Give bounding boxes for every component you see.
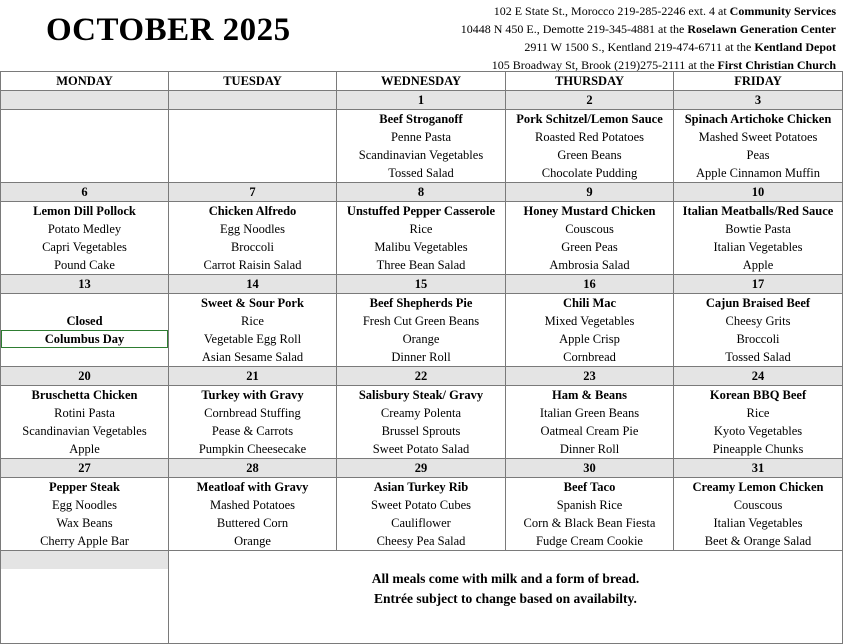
day-menu-cell [506,110,674,183]
footer-note [169,551,843,644]
day-menu-cell [506,202,674,275]
date-number: 2 [506,91,674,110]
footer-line: All meals come with milk and a form of bread. [371,571,640,586]
side-dish: Penne Pasta [390,130,452,144]
side-dish: Peas [746,148,770,162]
main-dish: Pepper Steak [49,480,120,494]
side-dish: Tossed Salad [725,350,791,364]
date-number: 29 [337,459,506,478]
menu-calendar [0,71,843,644]
weekday-header: WEDNESDAY [337,72,506,91]
holiday-label[interactable]: Columbus Day [1,330,168,348]
date-number: 30 [506,459,674,478]
weekday-header: THURSDAY [506,72,674,91]
main-dish: Creamy Lemon Chicken [692,480,824,494]
side-dish: Sweet Potato Salad [372,442,470,456]
date-number: 22 [337,367,506,386]
date-number [169,91,337,110]
main-dish: Meatloaf with Gravy [196,480,309,494]
side-dish: Ambrosia Salad [549,258,630,272]
side-dish: Green Peas [561,240,618,254]
main-dish: Spinach Artichoke Chicken [684,112,832,126]
side-dish: Italian Green Beans [539,406,640,420]
side-dish: Capri Vegetables [42,240,127,254]
calendar-title: OCTOBER 2025 [46,12,291,48]
day-menu-cell [1,478,169,551]
main-dish: Honey Mustard Chicken [523,204,656,218]
menu-row [1,478,843,551]
date-number: 6 [1,183,169,202]
main-dish: Beef Shepherds Pie [369,296,473,310]
day-menu-cell [506,478,674,551]
side-dish: Dinner Roll [391,350,451,364]
weekday-header: TUESDAY [169,72,337,91]
location-line: 102 E State St., Morocco 219-285-2246 ext. 4 at Community Services [493,4,836,18]
day-menu-cell [506,386,674,459]
main-dish: Beef Stroganoff [379,112,463,126]
side-dish: Creamy Polenta [380,406,462,420]
side-dish: Broccoli [736,332,780,346]
day-menu-cell [1,202,169,275]
weekday-header-row [1,72,843,91]
side-dish: Orange [234,534,271,548]
side-dish: Cheesy Pea Salad [376,534,466,548]
side-dish: Italian Vegetables [713,516,803,530]
date-number: 1 [337,91,506,110]
side-dish: Apple Cinnamon Muffin [695,166,821,180]
side-dish: Rice [746,406,770,420]
main-dish: Chicken Alfredo [208,204,297,218]
side-dish: Cornbread [563,350,616,364]
side-dish: Couscous [565,222,614,236]
day-menu-cell [674,478,843,551]
side-dish: Italian Vegetables [713,240,803,254]
day-menu-cell [1,294,169,367]
day-menu-cell [674,110,843,183]
main-dish: Cajun Braised Beef [705,296,811,310]
date-number: 7 [169,183,337,202]
side-dish: Beet & Orange Salad [704,534,812,548]
main-dish: Salisbury Steak/ Gravy [358,388,484,402]
side-dish: Pease & Carrots [211,424,294,438]
day-menu-cell [169,386,337,459]
side-dish: Wax Beans [56,516,113,530]
side-dish: Roasted Red Potatoes [534,130,644,144]
main-dish: Ham & Beans [552,388,627,402]
closed-label: Closed [66,314,103,328]
side-dish: Green Beans [557,148,622,162]
date-number: 23 [506,367,674,386]
day-menu-cell [674,386,843,459]
side-dish: Apple Crisp [559,332,620,346]
side-dish: Cornbread Stuffing [204,406,301,420]
date-number: 8 [337,183,506,202]
day-menu-cell [169,478,337,551]
date-number: 31 [674,459,843,478]
date-number: 24 [674,367,843,386]
side-dish: Pumpkin Cheesecake [198,442,307,456]
day-menu-cell [169,294,337,367]
side-dish: Kyoto Vegetables [713,424,803,438]
side-dish: Brussel Sprouts [381,424,461,438]
side-dish: Tossed Salad [388,166,454,180]
day-menu-cell [337,294,506,367]
side-dish: Scandinavian Vegetables [358,148,484,162]
side-dish: Cauliflower [391,516,451,530]
side-dish: Fresh Cut Green Beans [362,314,480,328]
date-number-row [1,459,843,478]
date-number-row [1,367,843,386]
side-dish: Mashed Sweet Potatoes [698,130,818,144]
side-dish: Broccoli [230,240,275,254]
date-number: 9 [506,183,674,202]
side-dish: Cherry Apple Bar [40,534,129,548]
side-dish: Couscous [733,498,783,512]
menu-row [1,386,843,459]
day-menu-cell [337,110,506,183]
location-line: 2911 W 1500 S., Kentland 219-474-6711 at the Kentland Depot [524,40,836,54]
day-menu-cell [506,294,674,367]
menu-row [1,110,843,183]
weekday-header: MONDAY [1,72,169,91]
main-dish: Pork Schitzel/Lemon Sauce [516,112,663,126]
date-number-row [1,91,843,110]
side-dish: Orange [402,332,440,346]
side-dish: Egg Noodles [220,222,285,236]
location-line: 105 Broadway St, Brook (219)275-2111 at the First Christian Church [491,58,836,72]
side-dish: Oatmeal Cream Pie [540,424,639,438]
location-list [376,2,836,74]
side-dish: Rice [241,314,264,328]
side-dish: Potato Medley [47,222,122,236]
weekday-header: FRIDAY [674,72,843,91]
side-dish: Spanish Rice [556,498,623,512]
side-dish: Three Bean Salad [376,258,466,272]
day-menu-cell [674,294,843,367]
date-number: 20 [1,367,169,386]
menu-row [1,294,843,367]
side-dish: Corn & Black Bean Fiesta [523,516,656,530]
side-dish: Dinner Roll [559,442,620,456]
menu-row [1,202,843,275]
side-dish: Mashed Potatoes [209,498,296,512]
main-dish: Sweet & Sour Pork [201,296,304,310]
side-dish: Carrot Raisin Salad [203,258,302,272]
day-menu-cell [674,202,843,275]
footer-text [169,551,842,609]
date-number: 28 [169,459,337,478]
day-menu-cell [169,110,337,183]
side-dish: Mixed Vegetables [544,314,635,328]
day-menu-cell [337,386,506,459]
side-dish: Malibu Vegetables [374,240,468,254]
main-dish: Korean BBQ Beef [709,388,807,402]
side-dish: Apple [742,258,774,272]
date-number: 16 [506,275,674,294]
side-dish: Cheesy Grits [725,314,791,328]
day-menu-cell [337,202,506,275]
side-dish: Pound Cake [54,258,115,272]
location-line: 10448 N 450 E., Demotte 219-345-4881 at the Roselawn Generation Center [460,22,836,36]
date-number-row [1,183,843,202]
side-dish: Vegetable Egg Roll [203,332,302,346]
footer-line: Entrée subject to change based on availabilty. [374,591,637,606]
date-number [1,91,169,110]
side-dish: Pineapple Chunks [712,442,804,456]
day-menu-cell [337,478,506,551]
date-number: 10 [674,183,843,202]
date-number: 27 [1,459,169,478]
main-dish: Bruschetta Chicken [31,388,138,402]
date-number: 15 [337,275,506,294]
day-menu-cell [1,110,169,183]
side-dish: Fudge Cream Cookie [536,534,643,548]
side-dish: Rotini Pasta [54,406,115,420]
side-dish: Egg Noodles [52,498,117,512]
side-dish: Scandinavian Vegetables [22,424,147,438]
date-number: 17 [674,275,843,294]
main-dish: Turkey with Gravy [201,388,304,402]
date-number: 14 [169,275,337,294]
weeks-body [1,91,843,551]
main-dish: Unstuffed Pepper Casserole [346,204,496,218]
date-number: 3 [674,91,843,110]
main-dish: Lemon Dill Pollock [33,204,136,218]
side-dish: Rice [409,222,433,236]
empty-cell [1,551,169,644]
blank-date-bar [1,551,168,569]
date-number: 13 [1,275,169,294]
main-dish: Asian Turkey Rib [373,480,469,494]
side-dish: Buttered Corn [216,516,289,530]
day-menu-cell [169,202,337,275]
main-dish: Italian Meatballs/Red Sauce [682,204,834,218]
side-dish: Sweet Potato Cubes [371,498,471,512]
side-dish: Bowtie Pasta [725,222,791,236]
side-dish: Apple [69,442,100,456]
main-dish: Chili Mac [562,296,617,310]
side-dish: Chocolate Pudding [541,166,638,180]
date-number-row [1,275,843,294]
side-dish: Asian Sesame Salad [201,350,304,364]
footer-row [1,551,843,644]
main-dish: Beef Taco [563,480,616,494]
date-number: 21 [169,367,337,386]
day-menu-cell [1,386,169,459]
